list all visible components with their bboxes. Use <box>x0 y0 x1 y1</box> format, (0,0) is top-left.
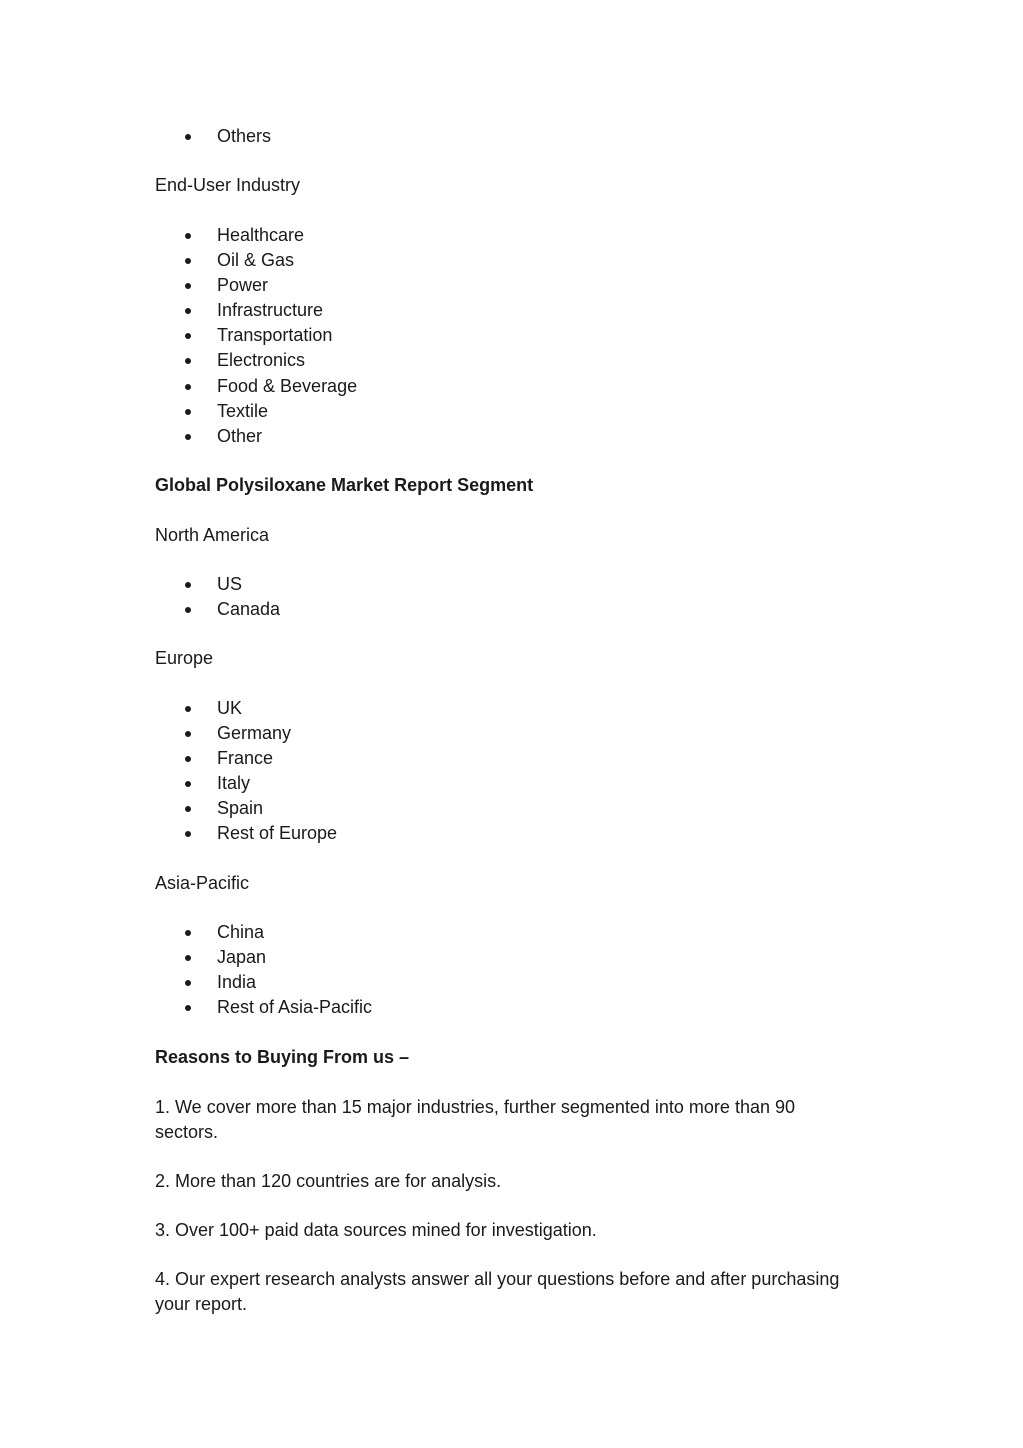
others-list-block <box>155 124 855 149</box>
list-item: Rest of Europe <box>155 821 855 846</box>
north-america-list-block <box>155 572 855 622</box>
bullet-icon <box>185 806 191 812</box>
list-item: Electronics <box>155 348 855 373</box>
bullet-icon <box>185 283 191 289</box>
list-item: US <box>155 572 855 597</box>
bullet-icon <box>185 308 191 314</box>
list-item: China <box>155 920 855 945</box>
end-user-heading: End-User Industry <box>155 175 301 195</box>
bullet-icon <box>185 409 191 415</box>
bullet-icon <box>185 607 191 613</box>
europe-list-block <box>155 696 855 847</box>
bullet-icon <box>185 333 191 339</box>
bullet-icon <box>185 955 191 961</box>
list-item: Power <box>155 273 855 298</box>
reason-item-2: 2. More than 120 countries are for analysis. <box>155 1171 502 1191</box>
bullet-icon <box>185 434 191 440</box>
list-item: Other <box>155 424 855 449</box>
bullet-icon <box>185 930 191 936</box>
list-item: Transportation <box>155 323 855 348</box>
asia-pacific-heading: Asia-Pacific <box>155 873 250 893</box>
list-item: Healthcare <box>155 223 855 248</box>
list-item: Oil & Gas <box>155 248 855 273</box>
north-america-list <box>155 572 855 622</box>
end-user-list-block <box>155 223 855 449</box>
segment-heading: Global Polysiloxane Market Report Segment <box>155 475 534 495</box>
bullet-icon <box>185 980 191 986</box>
list-item: Food & Beverage <box>155 374 855 399</box>
list-item: UK <box>155 696 855 721</box>
bullet-icon <box>185 384 191 390</box>
list-item: Infrastructure <box>155 298 855 323</box>
north-america-heading: North America <box>155 525 270 545</box>
bullet-icon <box>185 831 191 837</box>
reasons-heading: Reasons to Buying From us – <box>155 1047 410 1067</box>
reason-item-4: 4. Our expert research analysts answer all your questions before and after purchasing your report. <box>155 1269 840 1314</box>
bullet-icon <box>185 731 191 737</box>
list-item: Italy <box>155 771 855 796</box>
list-item: Rest of Asia-Pacific <box>155 995 855 1020</box>
bullet-icon <box>185 258 191 264</box>
asia-pacific-list-block <box>155 920 855 1020</box>
list-item: Textile <box>155 399 855 424</box>
list-item: France <box>155 746 855 771</box>
bullet-icon <box>185 781 191 787</box>
list-item: Canada <box>155 597 855 622</box>
reason-item-3: 3. Over 100+ paid data sources mined for investigation. <box>155 1220 597 1240</box>
list-item: India <box>155 970 855 995</box>
bullet-icon <box>185 756 191 762</box>
bullet-icon <box>185 233 191 239</box>
europe-list <box>155 696 855 847</box>
asia-pacific-list <box>155 920 855 1020</box>
list-item: Japan <box>155 945 855 970</box>
list-item: Others <box>155 124 855 149</box>
bullet-icon <box>185 358 191 364</box>
bullet-icon <box>185 134 191 140</box>
bullet-icon <box>185 1005 191 1011</box>
europe-heading: Europe <box>155 648 214 668</box>
others-list <box>155 124 855 149</box>
list-item: Spain <box>155 796 855 821</box>
list-item: Germany <box>155 721 855 746</box>
reason-item-1: 1. We cover more than 15 major industries, further segmented into more than 90 sectors. <box>155 1097 795 1142</box>
bullet-icon <box>185 582 191 588</box>
bullet-icon <box>185 706 191 712</box>
end-user-list <box>155 223 855 449</box>
